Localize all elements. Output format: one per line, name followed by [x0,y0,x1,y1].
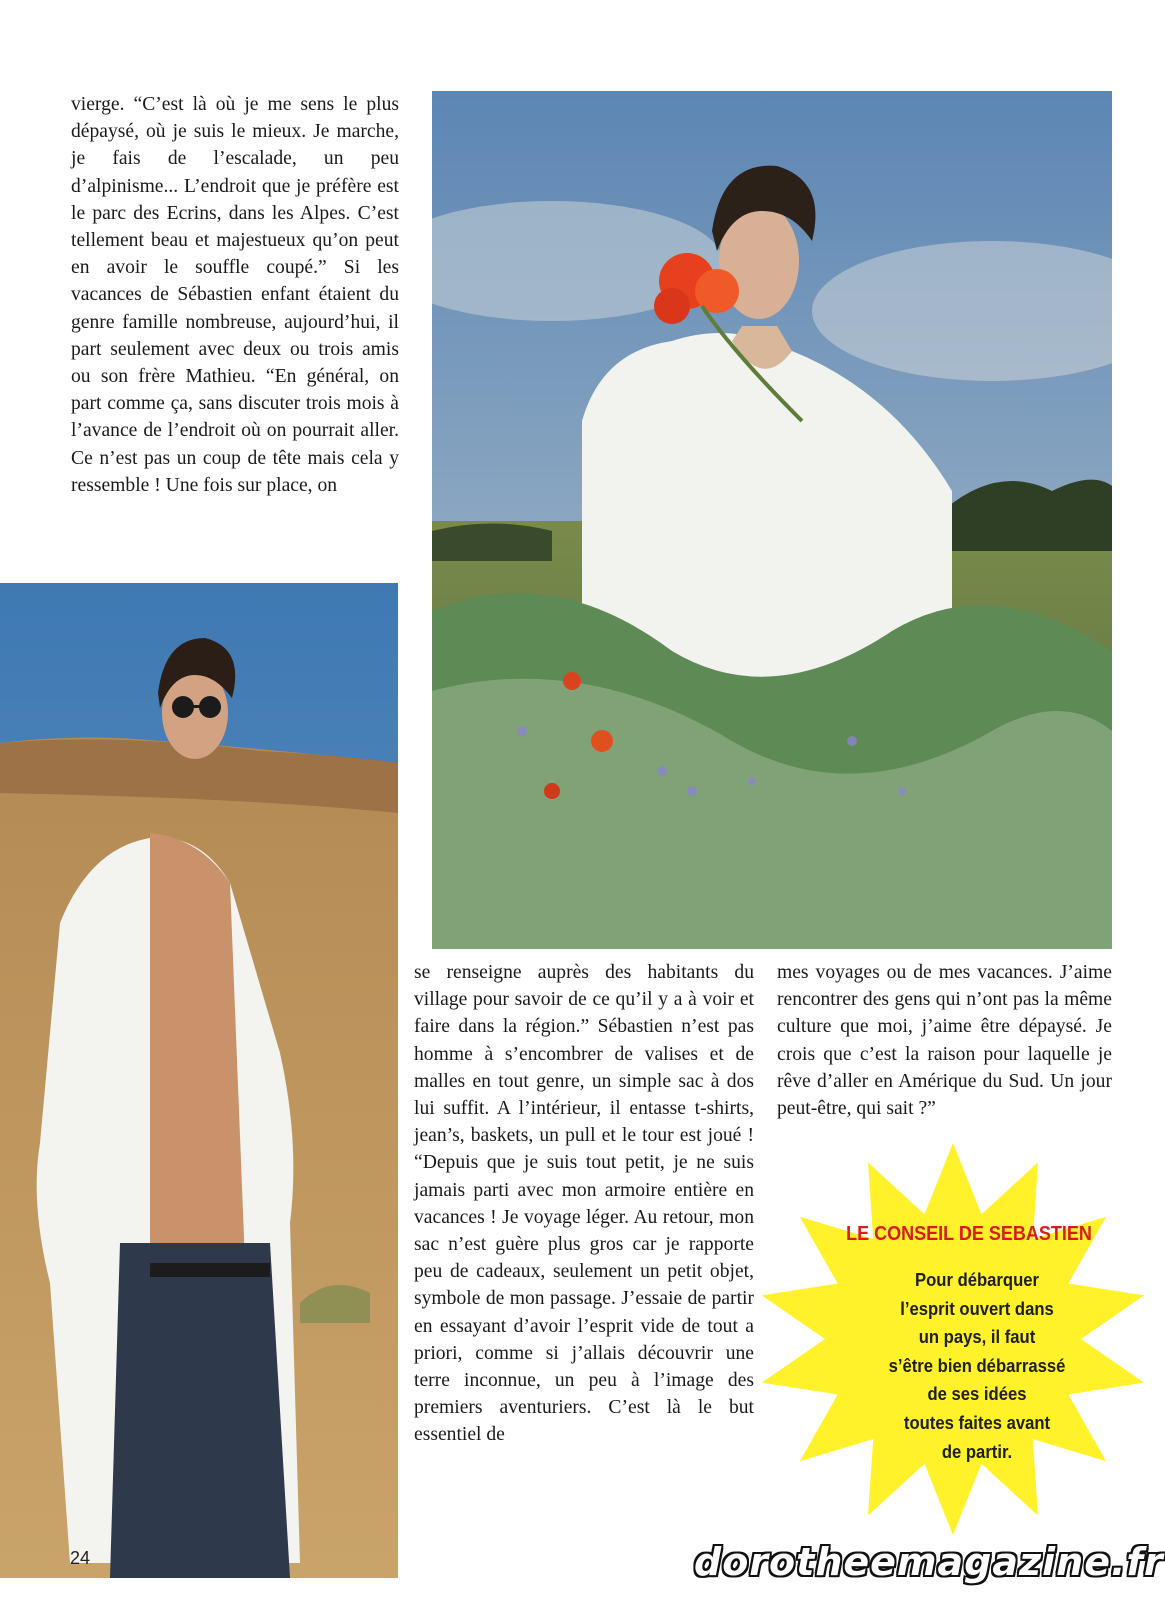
sidebar-line: toutes faites avant [903,1411,1051,1433]
sidebar-line: de ses idées [927,1383,1027,1405]
article-column-left: vierge. “C’est là où je me sens le plus dépaysé, où je suis le mieux. Je marche, je fais de l’escalade, un peu d’alpinisme... L’endroit que je préfère est le parc des Ecrins, dans les Alpes. C’est tellement beau et majestueux qu’on peut en avoir le souffle coupé.” Si les vacances de Sébastien enfant étaient du genre famille nombreuse, aujourd’hui, il part seulement avec deux ou trois amis ou son frère Mathieu. “En général, on part comme ça, sans discuter trois mois à l’avance de l’endroit où on pourrait aller. Ce n’est pas un coup de tête mais cela y ressemble ! Une fois sur place, on [71,94,399,496]
article-column-right: mes voyages ou de mes vacances. J’aime rencontrer des gens qui n’ont pas la même culture que moi, j’aime être dépaysé. Je crois que c’est la raison pour laquelle je rêve d’aller en Amérique du Sud. Un jour peut-être, qui sait ?” [777,962,1112,1120]
photo-desert [0,583,398,1578]
sidebar-line: de partir. [941,1440,1013,1462]
article-column-middle: se renseigne auprès des habitants du village pour savoir de ce qu’il y a à voir et faire dans la région.” Sébastien n’est pas homme à s’encombrer de valises et de malles en tout genre, un simple sac à dos lui suffit. A l’intérieur, il entasse t-shirts, jean’s, baskets, un pull et le tour est joué ! “Depuis que je suis tout petit, je ne suis jamais parti avec mon armoire entière en vacances ! Je voyage léger. Au retour, mon sac n’est guère plus gros car je rapporte peu de cadeaux, seulement un petit objet, symbole de mon passage. J’essaie de partir en essayant d’avoir l’esprit vide de tout a priori, comme si j’allais découvrir une terre inconnue, un peu à l’image des premiers aventuriers. C’est là le but essentiel de [414,962,754,1446]
sidebar-line: Pour débarquer [915,1269,1039,1290]
sidebar-line: un pays, il faut [918,1326,1036,1348]
page-number: 24 [70,1548,91,1568]
watermark: dorotheemagazine.fr [694,1540,1164,1584]
sidebar-line: s’être bien débarrassé [888,1354,1066,1376]
sidebar-text [883,1266,1072,1466]
sidebar-line: l’esprit ouvert dans [900,1297,1054,1319]
sidebar-title: LE CONSEIL DE SEBASTIEN [846,1223,1092,1245]
photo-flower-field [432,91,1112,949]
